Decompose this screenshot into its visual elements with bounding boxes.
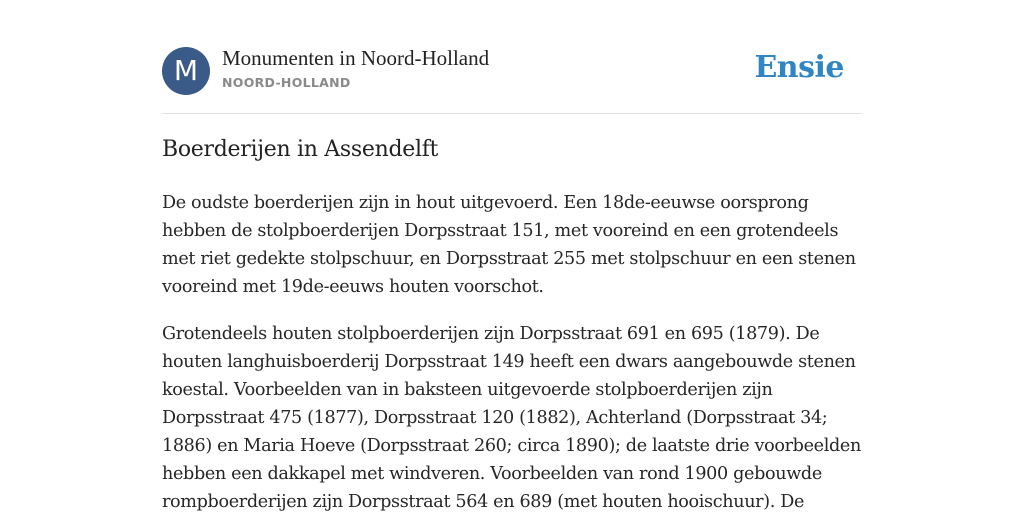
article-paragraph: De oudste boerderijen zijn in hout uitgevoerd. Een 18de-eeuwse oorsprong hebben de stolpboerderijen Dorpsstraat 151, met vooreind en een grotendeels met riet gedekte stolpschuur, en Dorpsstraat 255 met stolpschuur en een stenen vooreind met 19de-eeuws houten voorschot. (162, 193, 856, 297)
article-title: Boerderijen in Assendelft (162, 137, 439, 162)
source-region-label: NOORD-HOLLAND (222, 75, 351, 90)
article-paragraph: Grotendeels houten stolpboerderijen zijn Dorpsstraat 691 en 695 (1879). De houten langhuisboerderij Dorpsstraat 149 heeft een dwars aangebouwde stenen koestal. Voorbeelden van in baksteen uitgevoerde stolpboerderijen zijn Dorpsstraat 475 (1877), Dorpsstraat 120 (1882), Achterland (Dorpsstraat 34; 1886) en Maria Hoeve (Dorpsstraat 260; circa 1890); de laatste drie voorbeelden hebben een dakkapel met windveren. Voorbeelden van rond 1900 gebouwde rompboerderijen zijn Dorpsstraat 564 en 689 (met houten hooischuur). De (162, 324, 861, 512)
ensie-logo[interactable]: Ensie (754, 50, 844, 85)
article-body (162, 189, 862, 512)
header-divider (162, 113, 862, 114)
avatar[interactable]: M (162, 47, 210, 95)
source-name-link[interactable]: Monumenten in Noord-Holland (222, 46, 490, 70)
source-header (162, 46, 862, 96)
